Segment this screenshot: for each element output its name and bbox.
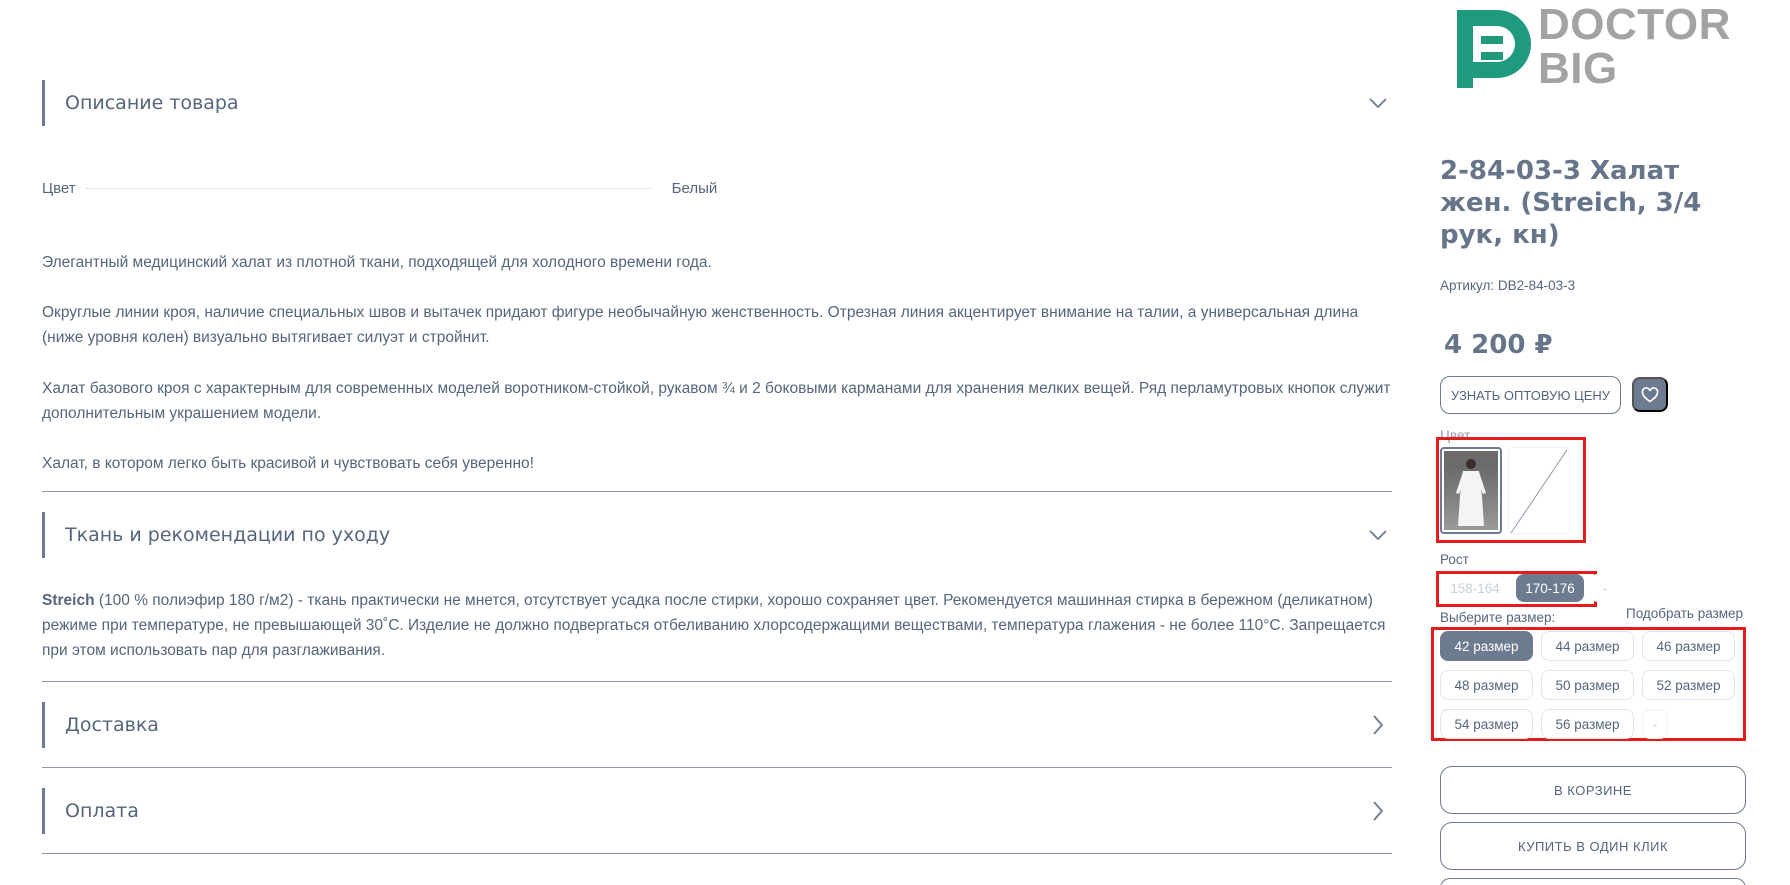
accordion-payment-title: Оплата: [65, 800, 139, 822]
accordion-accent-bar: [42, 702, 45, 748]
accordion-accent-bar: [42, 788, 45, 834]
chevron-down-icon[interactable]: [1366, 523, 1390, 547]
chevron-down-icon[interactable]: [1366, 91, 1390, 115]
height-option-selected[interactable]: 170-176: [1516, 574, 1584, 602]
next-button-partial[interactable]: [1440, 878, 1746, 885]
unavailable-slash-icon: [1509, 448, 1570, 534]
description-paragraph: Халат базового кроя с характерным для современных моделей воротником-стойкой, рукавом ¾ и 2 боковыми карманами для хранения мелких вещей. Ряд перламутровых кнопок служит дополнительным украшением модели.: [42, 380, 1391, 422]
size-option-selected[interactable]: 42 размер: [1440, 631, 1533, 661]
color-swatch-unavailable[interactable]: [1508, 447, 1570, 534]
section-divider: [42, 767, 1392, 768]
brand-name-line2: BIG: [1538, 44, 1618, 93]
wholesale-price-button[interactable]: УЗНАТЬ ОПТОВУЮ ЦЕНУ: [1440, 376, 1621, 414]
description-paragraph: Округлые линии кроя, наличие специальных швов и вытачек придают фигуре необычайную женственность. Отрезная линия акцентирует внимание на талии, а универсальная длина (ниже уровня колен) визуально вытягивает силуэт и стройнит.: [42, 304, 1359, 346]
color-label: Цвет: [1440, 428, 1471, 443]
accordion-accent-bar: [42, 512, 45, 558]
size-option[interactable]: -: [1642, 709, 1668, 739]
brand-name-line1: DOCTOR: [1538, 0, 1731, 49]
section-divider: [42, 491, 1392, 492]
product-sku: Артикул: DB2-84-03-3: [1440, 278, 1576, 293]
fabric-description: (100 % полиэфир 180 г/м2) - ткань практически не мнется, отсутствует усадка после стирки, хорошо сохраняет цвет. Рекомендуется машинная стирка в бережном (деликатном) режиме при температуре, не превышающей 30˚С. Изделие не должно подвергаться отбеливанию хлорсодержащими веществами, температура глажения - не более 110°С. Запрещается при этом использовать пар для разглаживания.: [42, 592, 1386, 659]
fabric-name: Streich: [42, 592, 95, 609]
accordion-description-title: Описание товара: [65, 92, 239, 114]
height-option[interactable]: 158-164: [1440, 574, 1510, 602]
accordion-description-header[interactable]: [42, 80, 1392, 126]
brand-mark-icon: [1453, 6, 1535, 92]
accordion-delivery-title: Доставка: [65, 714, 159, 736]
section-divider: [42, 853, 1392, 854]
accordion-fabric-header[interactable]: [42, 512, 1392, 558]
product-price: 4 200 ₽: [1444, 330, 1553, 360]
model-figure-icon: [1444, 451, 1498, 530]
height-option[interactable]: -: [1590, 574, 1620, 602]
size-option[interactable]: 54 размер: [1440, 709, 1533, 739]
product-title: 2-84-03-3 Халат жен. (Streich, 3/4 рук, кн): [1440, 156, 1702, 250]
heart-icon: [1641, 387, 1659, 403]
favorite-button[interactable]: [1632, 377, 1668, 412]
size-guide-link[interactable]: Подобрать размер: [1626, 606, 1744, 621]
size-option[interactable]: 52 размер: [1642, 670, 1735, 700]
size-option[interactable]: 48 размер: [1440, 670, 1533, 700]
chevron-right-icon[interactable]: [1366, 799, 1390, 823]
chevron-right-icon[interactable]: [1366, 713, 1390, 737]
attribute-key: Цвет: [42, 180, 76, 197]
size-option[interactable]: 50 размер: [1541, 670, 1634, 700]
height-label: Рост: [1440, 552, 1469, 567]
size-option[interactable]: 44 размер: [1541, 631, 1634, 661]
size-option[interactable]: 46 размер: [1642, 631, 1735, 661]
accordion-fabric-title: Ткань и рекомендации по уходу: [65, 524, 391, 546]
accordion-accent-bar: [42, 80, 45, 126]
brand-logo[interactable]: [1453, 2, 1743, 92]
size-option[interactable]: 56 размер: [1541, 709, 1634, 739]
accordion-delivery-header[interactable]: [42, 702, 1392, 748]
accordion-payment-header[interactable]: [42, 788, 1392, 834]
attribute-row-color: [42, 180, 742, 197]
in-cart-button[interactable]: В КОРЗИНЕ: [1440, 766, 1746, 814]
size-label: Выберите размер:: [1440, 610, 1556, 625]
color-swatch-white-selected[interactable]: [1440, 447, 1502, 534]
fabric-care-text: [42, 588, 1392, 663]
description-paragraph: Халат, в котором легко быть красивой и чувствовать себя уверенно!: [42, 455, 534, 472]
buy-one-click-button[interactable]: КУПИТЬ В ОДИН КЛИК: [1440, 822, 1746, 870]
attribute-value: Белый: [671, 180, 718, 197]
dotted-leader: [86, 188, 652, 189]
section-divider: [42, 681, 1392, 682]
description-paragraph: Элегантный медицинский халат из плотной ткани, подходящей для холодного времени года.: [42, 254, 712, 271]
product-photo: [1444, 451, 1498, 530]
